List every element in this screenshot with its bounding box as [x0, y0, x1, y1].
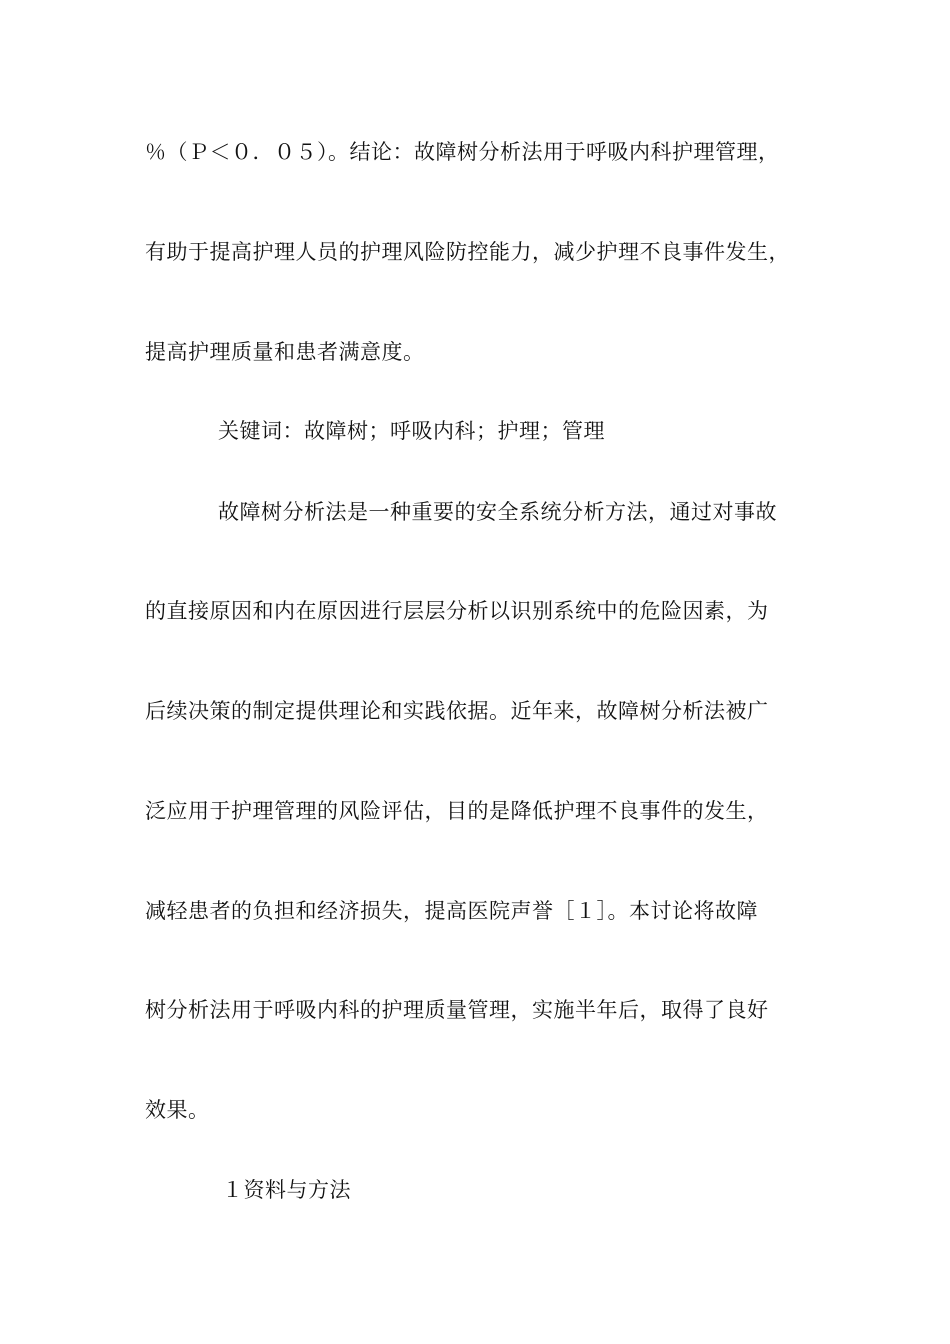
keywords-line: 关键词：故障树；呼吸内科；护理；管理	[218, 419, 605, 443]
intro-line-2: 的直接原因和内在原因进行层层分析以识别系统中的危险因素，为	[145, 599, 769, 623]
intro-line-3: 后续决策的制定提供理论和实践依据。近年来，故障树分析法被广	[145, 699, 769, 723]
intro-line-6: 树分析法用于呼吸内科的护理质量管理，实施半年后，取得了良好	[145, 998, 769, 1022]
abstract-line-3: 提高护理质量和患者满意度。	[145, 340, 425, 364]
intro-line-1: 故障树分析法是一种重要的安全系统分析方法，通过对事故	[218, 500, 777, 524]
abstract-line-2: 有助于提高护理人员的护理风险防控能力，减少护理不良事件发生，	[145, 240, 790, 264]
intro-line-4: 泛应用于护理管理的风险评估，目的是降低护理不良事件的发生，	[145, 799, 769, 823]
section-heading: １资料与方法	[222, 1178, 351, 1202]
intro-line-5: 减轻患者的负担和经济损失，提高医院声誉［１］。本讨论将故障	[145, 899, 758, 923]
intro-line-7: 效果。	[145, 1098, 210, 1122]
abstract-line-1: ％（Ｐ＜０．０５）。结论：故障树分析法用于呼吸内科护理管理，	[145, 140, 780, 164]
